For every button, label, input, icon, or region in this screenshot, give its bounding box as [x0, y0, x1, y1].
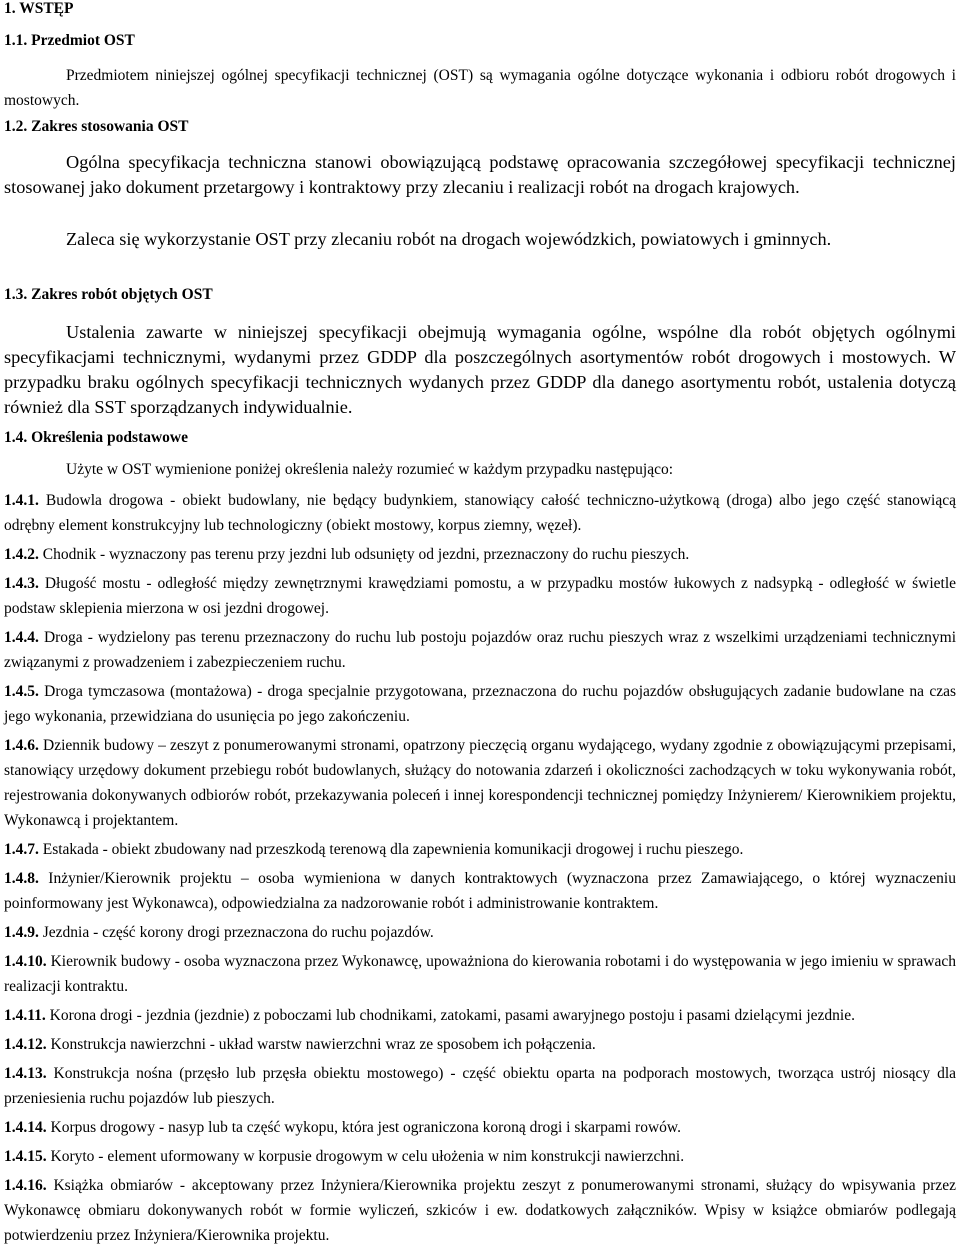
definition-item: [4, 1061, 956, 1111]
definition-item: [4, 679, 956, 729]
definition-number: 1.4.2.: [4, 546, 39, 563]
definition-text: Droga - wydzielony pas terenu przeznaczony do ruchu lub postoju pojazdów oraz ruchu pieszych wraz z wszelkimi urządzeniami technicznymi związanymi z prowadzeniem i zabezpieczeniem ruchu.: [4, 629, 956, 671]
definition-number: 1.4.6.: [4, 737, 39, 754]
definition-number: 1.4.11.: [4, 1007, 46, 1024]
definition-item: [4, 920, 956, 945]
definition-number: 1.4.16.: [4, 1177, 47, 1194]
definition-text: Długość mostu - odległość między zewnętrznymi krawędziami pomostu, a w przypadku mostów łukowych z nadsypką - odległość w świetle podstaw sklepienia mierzona w osi jezdni drogowej.: [4, 575, 957, 617]
definition-number: 1.4.3.: [4, 575, 39, 592]
definition-number: 1.4.15.: [4, 1148, 47, 1165]
definition-number: 1.4.8.: [4, 870, 39, 887]
definition-text: Koryto - element uformowany w korpusie drogowym w celu ułożenia w nim konstrukcji nawierzchni.: [50, 1148, 685, 1165]
definition-text: Dziennik budowy – zeszyt z ponumerowanymi stronami, opatrzony pieczęcią organu wydającego, wydany zgodnie z obowiązującymi przepisami, stanowiący urzędowy dokument przebiegu robót budowlanych, służący do notowania zdarzeń i okoliczności zachodzących w toku wykonywania robót, rejestrowania dokonywanych odbiorów robót, przekazywania poleceń i innej korespondencji technicznej pomiędzy Inżynierem/ Kierownikiem projektu, Wykonawcą i projektantem.: [4, 737, 956, 829]
definition-text: Konstrukcja nawierzchni - układ warstw nawierzchni wraz ze sposobem ich połączenia.: [50, 1036, 596, 1053]
definition-number: 1.4.10.: [4, 953, 47, 970]
definition-item: [4, 1115, 956, 1140]
definition-text: Korona drogi - jezdnia (jezdnie) z poboczami lub chodnikami, zatokami, pasami awaryjnego postoju i pasami dzielącymi jezdnie.: [49, 1007, 855, 1024]
paragraph-zakres-robot: Ustalenia zawarte w niniejszej specyfikacji obejmują wymagania ogólne, wspólne dla robót objętych ogólnymi specyfikacjami technicznymi, wydanymi przez GDDP dla poszczególnych asortymentów robót drogowych i mostowych. W przypadku braku ogólnych specyfikacji technicznych wydanych przez GDDP dla danego asortymentu robót, ustalenia dotyczą również dla SST sporządzanych indywidualnie.: [4, 322, 956, 417]
definition-number: 1.4.4.: [4, 629, 39, 646]
paragraph-przedmiot: Przedmiotem niniejszej ogólnej specyfikacji technicznej (OST) są wymagania ogólne dotyczące wykonania i odbioru robót drogowych i mostowych.: [4, 67, 956, 109]
definition-number: 1.4.5.: [4, 683, 39, 700]
definition-item: [4, 1003, 956, 1028]
section-heading-1-3: 1.3. Zakres robót objętych OST: [4, 286, 213, 303]
definition-text: Korpus drogowy - nasyp lub ta część wykopu, która jest ograniczona koroną drogi i skarpami rowów.: [50, 1119, 681, 1136]
definition-text: Estakada - obiekt zbudowany nad przeszkodą terenową dla zapewnienia komunikacji drogowej i ruchu pieszego.: [42, 841, 744, 858]
definition-text: Chodnik - wyznaczony pas terenu przy jezdni lub odsunięty od jezdni, przeznaczony do ruchu pieszych.: [42, 546, 690, 563]
definition-number: 1.4.9.: [4, 924, 39, 941]
paragraph-okreslenia-intro: Użyte w OST wymienione poniżej określenia należy rozumieć w każdym przypadku następująco:: [66, 461, 674, 478]
definition-item: [4, 542, 956, 567]
section-heading-1: 1. WSTĘP: [4, 0, 74, 17]
definition-text: Droga tymczasowa (montażowa) - droga specjalnie przygotowana, przeznaczona do ruchu pojazdów obsługujących zadanie budowlane na czas jego wykonania, przewidziana do usunięcia po jego zakończeniu.: [4, 683, 957, 725]
definition-text: Książka obmiarów - akceptowany przez Inżyniera/Kierownika projektu zeszyt z ponumerowanymi stronami, służący do wpisywania przez Wykonawcę obmiaru dokonywanych robót w formie wyliczeń, szkiców i ew. dodatkowych załączników. Wpisy w książce obmiarów podlegają potwierdzeniu przez Inżyniera/Kierownika projektu.: [4, 1177, 956, 1244]
definition-number: 1.4.1.: [4, 492, 39, 509]
definition-text: Kierownik budowy - osoba wyznaczona przez Wykonawcę, upoważniona do kierowania robotami i do występowania w jego imieniu w sprawach realizacji kontraktu.: [4, 953, 957, 995]
definition-item: [4, 1144, 956, 1169]
definition-item: [4, 949, 956, 999]
definition-item: [4, 733, 956, 833]
definition-item: [4, 571, 956, 621]
definition-number: 1.4.7.: [4, 841, 39, 858]
definition-item: [4, 1173, 956, 1248]
section-heading-1-2: 1.2. Zakres stosowania OST: [4, 118, 189, 135]
paragraph-zakres-stosowania-1: Ogólna specyfikacja techniczna stanowi obowiązującą podstawę opracowania szczegółowej specyfikacji technicznej stosowanej jako dokument przetargowy i kontraktowy przy zlecaniu i realizacji robót na drogach krajowych.: [4, 152, 956, 197]
section-heading-1-1: 1.1. Przedmiot OST: [4, 32, 135, 49]
definition-number: 1.4.14.: [4, 1119, 47, 1136]
section-heading-1-4: 1.4. Określenia podstawowe: [4, 429, 189, 446]
definition-item: [4, 837, 956, 862]
definition-item: [4, 625, 956, 675]
definition-item: [4, 1032, 956, 1057]
definition-number: 1.4.12.: [4, 1036, 47, 1053]
definition-text: Jezdnia - część korony drogi przeznaczona do ruchu pojazdów.: [42, 924, 434, 941]
definition-item: [4, 488, 956, 538]
definition-item: [4, 866, 956, 916]
definition-number: 1.4.13.: [4, 1065, 47, 1082]
definition-text: Inżynier/Kierownik projektu – osoba wymieniona w danych kontraktowych (wyznaczona przez Zamawiającego, o której wyznaczeniu poinformowany jest Wykonawca), odpowiedzialna za nadzorowanie robót i administrowanie kontraktem.: [4, 870, 956, 912]
definitions-list: [4, 488, 956, 1248]
paragraph-zakres-stosowania-2: Zaleca się wykorzystanie OST przy zlecaniu robót na drogach wojewódzkich, powiatowych i gminnych.: [66, 229, 832, 249]
definition-text: Budowla drogowa - obiekt budowlany, nie będący budynkiem, stanowiący całość techniczno-użytkową (droga) albo jego część stanowiącą odrębny element konstrukcyjny lub technologiczny (obiekt mostowy, korpus ziemny, węzeł).: [4, 492, 956, 534]
definition-text: Konstrukcja nośna (przęsło lub przęsła obiektu mostowego) - część obiektu oparta na podporach mostowych, tworząca ustrój niosący dla przeniesienia ruchu pojazdów lub pieszych.: [4, 1065, 956, 1107]
